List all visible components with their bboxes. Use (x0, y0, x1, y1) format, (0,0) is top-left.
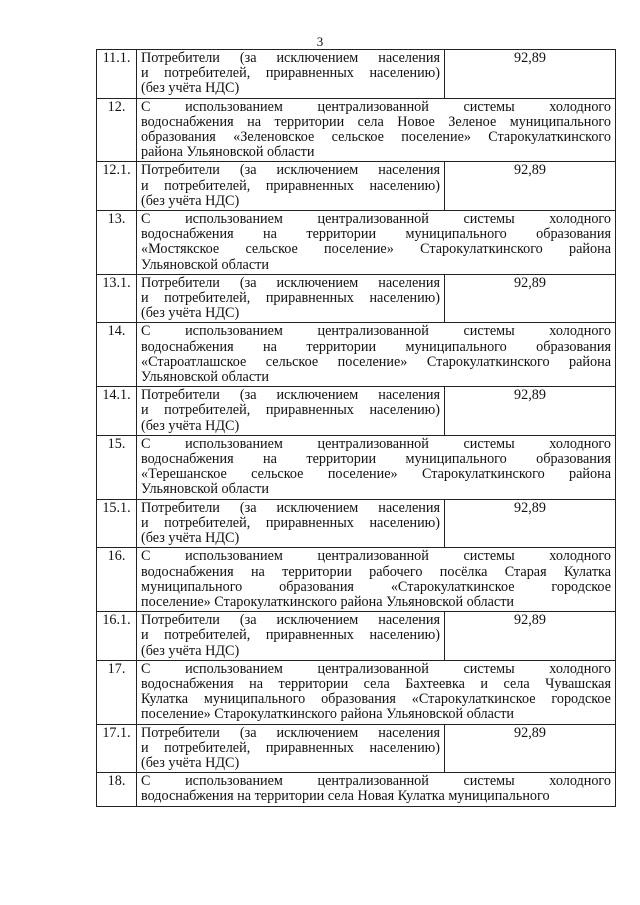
section-description (137, 98, 616, 162)
description-line: С использованием централизованной системы холодного (141, 211, 611, 228)
section-row (97, 660, 616, 724)
consumer-description (137, 162, 445, 211)
description-line: (без учёта НДС) (141, 192, 240, 209)
description-line: Кулатка муниципального образования «Старокулаткинское городское (141, 691, 611, 708)
row-number: 12. (97, 98, 137, 162)
description-line: поселение» Старокулаткинского района Ульяновской области (141, 706, 515, 723)
row-number: 11.1. (97, 50, 137, 99)
description-line: водоснабжения на территории села Бахтеевка и села Чувашская (141, 675, 611, 692)
section-description (137, 548, 616, 612)
consumer-description (137, 50, 445, 99)
consumer-description (137, 612, 445, 661)
tariff-value: 92,89 (445, 387, 616, 436)
description-line: (без учёта НДС) (141, 530, 240, 547)
description-line: водоснабжения на территории рабочего посёлка Старая Кулатка (141, 563, 611, 580)
description-line: С использованием централизованной системы холодного (141, 435, 611, 452)
section-description (137, 211, 616, 275)
description-line: водоснабжения на территории муниципального образования (141, 338, 611, 355)
section-row (97, 323, 616, 387)
description-line: С использованием централизованной системы холодного (141, 773, 611, 790)
tariff-value: 92,89 (445, 50, 616, 99)
section-row (97, 548, 616, 612)
description-line: С использованием централизованной системы холодного (141, 98, 611, 115)
description-line: Потребители (за исключением населения (141, 50, 440, 66)
description-line: и потребителей, приравненных населению) (141, 65, 440, 82)
row-number: 12.1. (97, 162, 137, 211)
section-row (97, 773, 616, 806)
description-line: Ульяновской области (141, 481, 269, 498)
tariff-value: 92,89 (445, 162, 616, 211)
description-line: водоснабжения на территории села Новая Кулатка муниципального (141, 788, 550, 805)
description-line: С использованием централизованной системы холодного (141, 323, 611, 340)
description-line: и потребителей, приравненных населению) (141, 627, 440, 644)
consumer-row (97, 162, 616, 211)
consumer-row (97, 387, 616, 436)
tariff-value: 92,89 (445, 274, 616, 323)
row-number: 14. (97, 323, 137, 387)
description-line: Потребители (за исключением населения (141, 162, 440, 179)
consumer-row (97, 50, 616, 99)
row-number: 15. (97, 435, 137, 499)
row-number: 13.1. (97, 274, 137, 323)
description-line: муниципального образования «Старокулаткинское городское (141, 578, 611, 595)
row-number: 16. (97, 548, 137, 612)
row-number: 18. (97, 773, 137, 806)
description-line: образования «Зеленовское сельское поселение» Старокулаткинского (141, 129, 611, 146)
description-line: «Мостякское сельское поселение» Старокулаткинского района (141, 241, 611, 258)
row-number: 15.1. (97, 499, 137, 548)
description-line: (без учёта НДС) (141, 80, 240, 97)
tariff-value: 92,89 (445, 724, 616, 773)
section-row (97, 435, 616, 499)
row-number: 17.1. (97, 724, 137, 773)
consumer-row (97, 274, 616, 323)
description-line: и потребителей, приравненных населению) (141, 177, 440, 194)
description-line: и потребителей, приравненных населению) (141, 402, 440, 419)
row-number: 14.1. (97, 387, 137, 436)
description-line: (без учёта НДС) (141, 754, 240, 771)
consumer-row (97, 724, 616, 773)
description-line: «Терешанское сельское поселение» Старокулаткинского района (141, 466, 611, 483)
description-line: (без учёта НДС) (141, 417, 240, 434)
tariff-value: 92,89 (445, 612, 616, 661)
consumer-description (137, 724, 445, 773)
description-line: района Ульяновской области (141, 144, 315, 161)
consumer-description (137, 387, 445, 436)
description-line: водоснабжения на территории муниципального образования (141, 451, 611, 468)
section-description (137, 660, 616, 724)
description-line: С использованием централизованной системы холодного (141, 548, 611, 565)
consumer-description (137, 499, 445, 548)
description-line: и потребителей, приравненных населению) (141, 290, 440, 307)
section-description (137, 773, 616, 806)
description-line: Ульяновской области (141, 369, 269, 386)
description-line: С использованием централизованной системы холодного (141, 660, 611, 677)
description-line: Потребители (за исключением населения (141, 499, 440, 516)
description-line: поселение» Старокулаткинского района Ульяновской области (141, 593, 515, 610)
consumer-description (137, 274, 445, 323)
row-number: 13. (97, 211, 137, 275)
description-line: водоснабжения на территории села Новое Зеленое муниципального (141, 113, 611, 130)
description-line: (без учёта НДС) (141, 642, 240, 659)
page-number: 3 (316, 34, 324, 49)
section-description (137, 435, 616, 499)
description-line: «Староатлашское сельское поселение» Старокулаткинского района (141, 353, 611, 370)
tariff-table-body (97, 50, 616, 807)
consumer-row (97, 612, 616, 661)
description-line: и потребителей, приравненных населению) (141, 514, 440, 531)
tariff-table (96, 49, 616, 807)
description-line: Потребители (за исключением населения (141, 724, 440, 741)
section-row (97, 211, 616, 275)
row-number: 17. (97, 660, 137, 724)
description-line: (без учёта НДС) (141, 305, 240, 322)
description-line: Ульяновской области (141, 256, 269, 273)
description-line: и потребителей, приравненных населению) (141, 739, 440, 756)
tariff-value: 92,89 (445, 499, 616, 548)
description-line: Потребители (за исключением населения (141, 612, 440, 629)
description-line: Потребители (за исключением населения (141, 274, 440, 291)
description-line: Потребители (за исключением населения (141, 387, 440, 404)
section-row (97, 98, 616, 162)
description-line: водоснабжения на территории муниципального образования (141, 226, 611, 243)
row-number: 16.1. (97, 612, 137, 661)
consumer-row (97, 499, 616, 548)
section-description (137, 323, 616, 387)
